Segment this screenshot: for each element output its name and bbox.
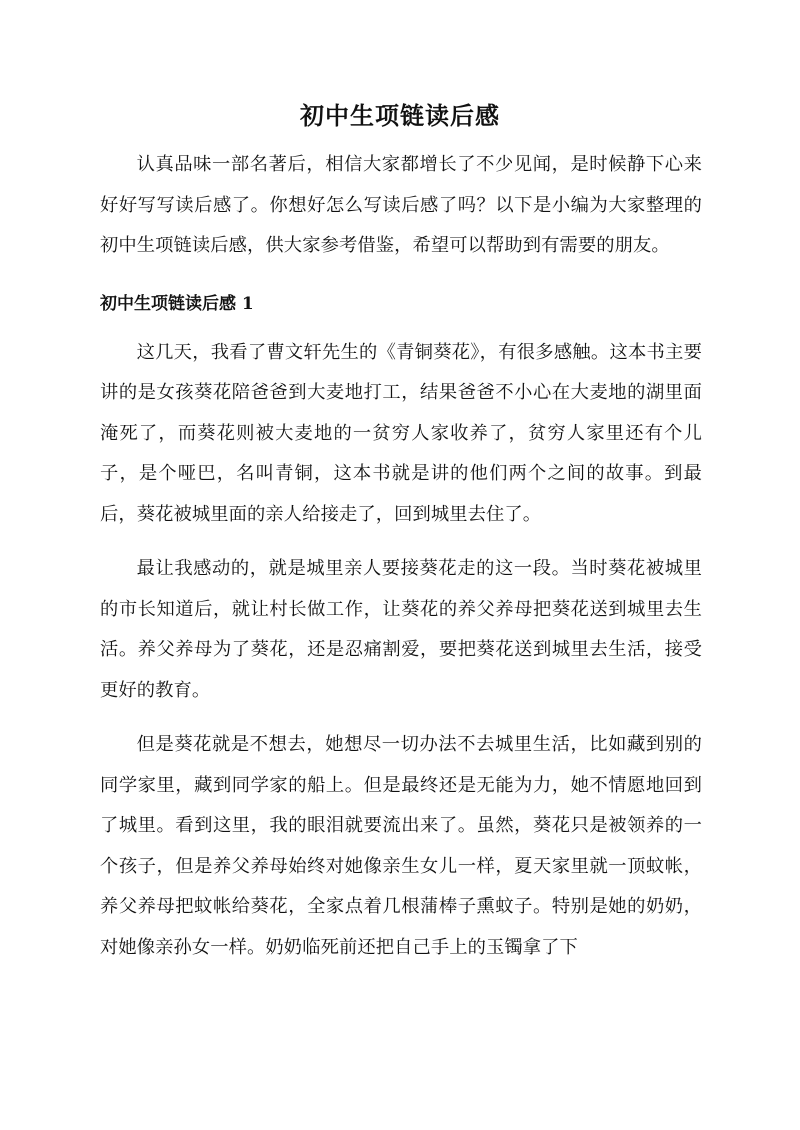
paragraph-spacer [100, 711, 702, 725]
body-paragraph-1: 这几天，我看了曹文轩先生的《青铜葵花》，有很多感触。这本书主要讲的是女孩葵花陪爸爸到大麦地打工，结果爸爸不小心在大麦地的湖里面淹死了，而葵花则被大麦地的一贫穷人家收养了，贫穷人家里还有个儿子，是个哑巴，名叫青铜，这本书就是讲的他们两个之间的故事。到最后，葵花被城里面的亲人给接走了，回到城里去住了。 [100, 341, 702, 525]
paragraph-spacer [100, 535, 702, 549]
document-body [100, 145, 702, 968]
section-heading: 初中生项链读后感 1 [100, 293, 254, 314]
intro-paragraph: 认真品味一部名著后，相信大家都增长了不少见闻，是时候静下心来好好写写读后感了。你想好怎么写读后感了吗？以下是小编为大家整理的初中生项链读后感，供大家参考借鉴，希望可以帮助到有需要的朋友。 [100, 154, 702, 256]
document-title: 初中生项链读后感 [300, 101, 500, 130]
body-paragraph-2: 最让我感动的，就是城里亲人要接葵花走的这一段。当时葵花被城里的市长知道后，就让村长做工作，让葵花的养父养母把葵花送到城里去生活。养父养母为了葵花，还是忍痛割爱，要把葵花送到城里去生活，接受更好的教育。 [100, 558, 702, 701]
body-paragraph-3: 但是葵花就是不想去，她想尽一切办法不去城里生活，比如藏到别的同学家里，藏到同学家的船上。但是最终还是无能为力，她不情愿地回到了城里。看到这里，我的眼泪就要流出来了。虽然，葵花只是被领养的一个孩子，但是养父养母始终对她像亲生女儿一样，夏天家里就一顶蚊帐，养父养母把蚊帐给葵花，全家点着几根蒲棒子熏蚊子。特别是她的奶奶，对她像亲孙女一样。奶奶临死前还把自己手上的玉镯拿了下 [100, 734, 702, 958]
